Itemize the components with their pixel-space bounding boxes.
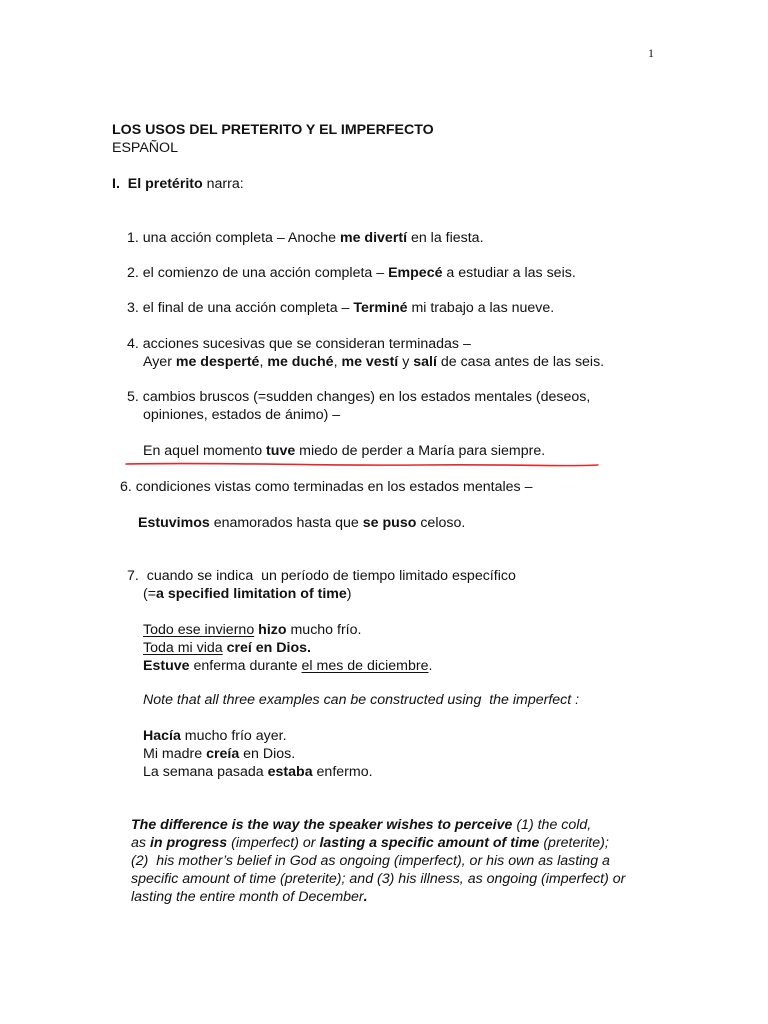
- example-text: ,: [259, 354, 268, 370]
- item-verb: me divertí: [339, 230, 408, 246]
- item-verb: Empecé: [388, 265, 443, 281]
- conclusion-text: as: [131, 835, 150, 851]
- example-text: .: [428, 658, 433, 674]
- document-title: LOS USOS DEL PRETERITO Y EL IMPERFECTO: [112, 122, 434, 138]
- item-text: condiciones vistas como terminadas en los estados mentales –: [131, 479, 533, 495]
- example-text: miedo de perder a María para siempre.: [295, 443, 546, 459]
- imperfect-example-1: [143, 727, 287, 745]
- item-text: ): [346, 586, 352, 602]
- example-text: enferma durante: [189, 658, 302, 674]
- section-numeral: I.: [112, 176, 120, 192]
- conclusion-text: (preterite);: [539, 835, 609, 851]
- example-verb: me vestí: [341, 354, 399, 370]
- item-text: en la fiesta.: [407, 230, 484, 246]
- item-number: 2.: [127, 265, 139, 281]
- conclusion-line-2: [131, 834, 609, 852]
- example-text: de casa antes de las seis.: [436, 354, 605, 370]
- example-verb: Estuvimos: [138, 515, 210, 531]
- list-item-7: [127, 567, 516, 585]
- item-text: cambios bruscos (=sudden changes) en los estados mentales (deseos,: [138, 389, 591, 405]
- example-verb: hizo: [258, 622, 287, 638]
- example-text: mucho frío.: [286, 622, 362, 638]
- document-subtitle: ESPAÑOL: [112, 140, 178, 156]
- item-number: 7.: [127, 568, 139, 584]
- conclusion-line-1: [131, 816, 591, 834]
- item-text: una acción completa – Anoche: [138, 230, 340, 246]
- conclusion-line-4: specific amount of time (preterite); and (3) his illness, as ongoing (imperfect) or: [131, 871, 626, 887]
- list-item-5-line2: opiniones, estados de ánimo) –: [143, 407, 341, 423]
- imperfect-note: Note that all three examples can be constructed using the imperfect :: [143, 692, 580, 708]
- item-number: 6.: [120, 479, 132, 495]
- item-text: cuando se indica un período de tiempo limitado específico: [138, 568, 516, 584]
- item-text: acciones sucesivas que se consideran terminadas –: [138, 336, 471, 352]
- example-verb: creí en Dios.: [226, 640, 311, 656]
- example-december: [143, 657, 432, 675]
- item-number: 1.: [127, 230, 139, 246]
- example-verb: estaba: [267, 764, 313, 780]
- item-text: a estudiar a las seis.: [442, 265, 576, 281]
- example-text: Ayer: [143, 354, 176, 370]
- item-number: 4.: [127, 336, 139, 352]
- example-verb: Hacía: [143, 728, 181, 744]
- item-text: (=: [143, 586, 157, 602]
- imperfect-example-2: [143, 745, 295, 763]
- item-number: 5.: [127, 389, 139, 405]
- list-item-6-example: [138, 514, 465, 532]
- example-text: y: [398, 354, 414, 370]
- item-text: el final de una acción completa –: [138, 300, 354, 316]
- item-verb: Terminé: [353, 300, 408, 316]
- example-verb: salí: [413, 354, 437, 370]
- example-text: Mi madre: [143, 746, 207, 762]
- example-verb: me duché: [267, 354, 334, 370]
- imperfect-example-3: [143, 763, 373, 781]
- conclusion-text: (imperfect) or: [227, 835, 320, 851]
- example-life: [143, 639, 311, 657]
- item-text: el comienzo de una acción completa –: [138, 265, 389, 281]
- list-item-7-line2: [143, 585, 352, 603]
- section-label-rest: narra:: [202, 176, 244, 192]
- example-text: La semana pasada: [143, 764, 268, 780]
- example-time-phrase: Todo ese invierno: [143, 622, 255, 638]
- example-text: enamorados hasta que: [209, 515, 363, 531]
- example-text: en Dios.: [239, 746, 296, 762]
- example-text: enfermo.: [312, 764, 373, 780]
- conclusion-line-5: [131, 888, 368, 906]
- example-text: En aquel momento: [143, 443, 267, 459]
- example-winter: [143, 621, 361, 639]
- conclusion-emphasis: in progress: [149, 835, 228, 851]
- example-verb: se puso: [362, 515, 417, 531]
- example-verb: me desperté: [175, 354, 260, 370]
- conclusion-emphasis: lasting a specific amount of time: [319, 835, 540, 851]
- example-text: ,: [333, 354, 342, 370]
- example-verb: tuve: [266, 443, 296, 459]
- item-number: 3.: [127, 300, 139, 316]
- item-emphasis: a specified limitation of time: [156, 586, 347, 602]
- conclusion-text: (1) the cold,: [512, 817, 592, 833]
- conclusion-emphasis: The difference is the way the speaker wishes to perceive: [131, 817, 513, 833]
- conclusion-emphasis: .: [363, 889, 368, 905]
- example-verb: creía: [206, 746, 240, 762]
- example-text: celoso.: [416, 515, 466, 531]
- section-label-bold: El pretérito: [127, 176, 203, 192]
- list-item-6: [120, 478, 532, 496]
- example-verb: Estuve: [143, 658, 190, 674]
- example-text: mucho frío ayer.: [180, 728, 287, 744]
- example-time-phrase: el mes de diciembre: [301, 658, 429, 674]
- item-text: mi trabajo a las nueve.: [407, 300, 555, 316]
- page-number: 1: [648, 46, 654, 60]
- example-time-phrase: Toda mi vida: [143, 640, 223, 656]
- conclusion-text: lasting the entire month of December: [131, 889, 364, 905]
- conclusion-line-3: (2) his mother’s belief in God as ongoing (imperfect), or his own as lasting a: [131, 853, 610, 869]
